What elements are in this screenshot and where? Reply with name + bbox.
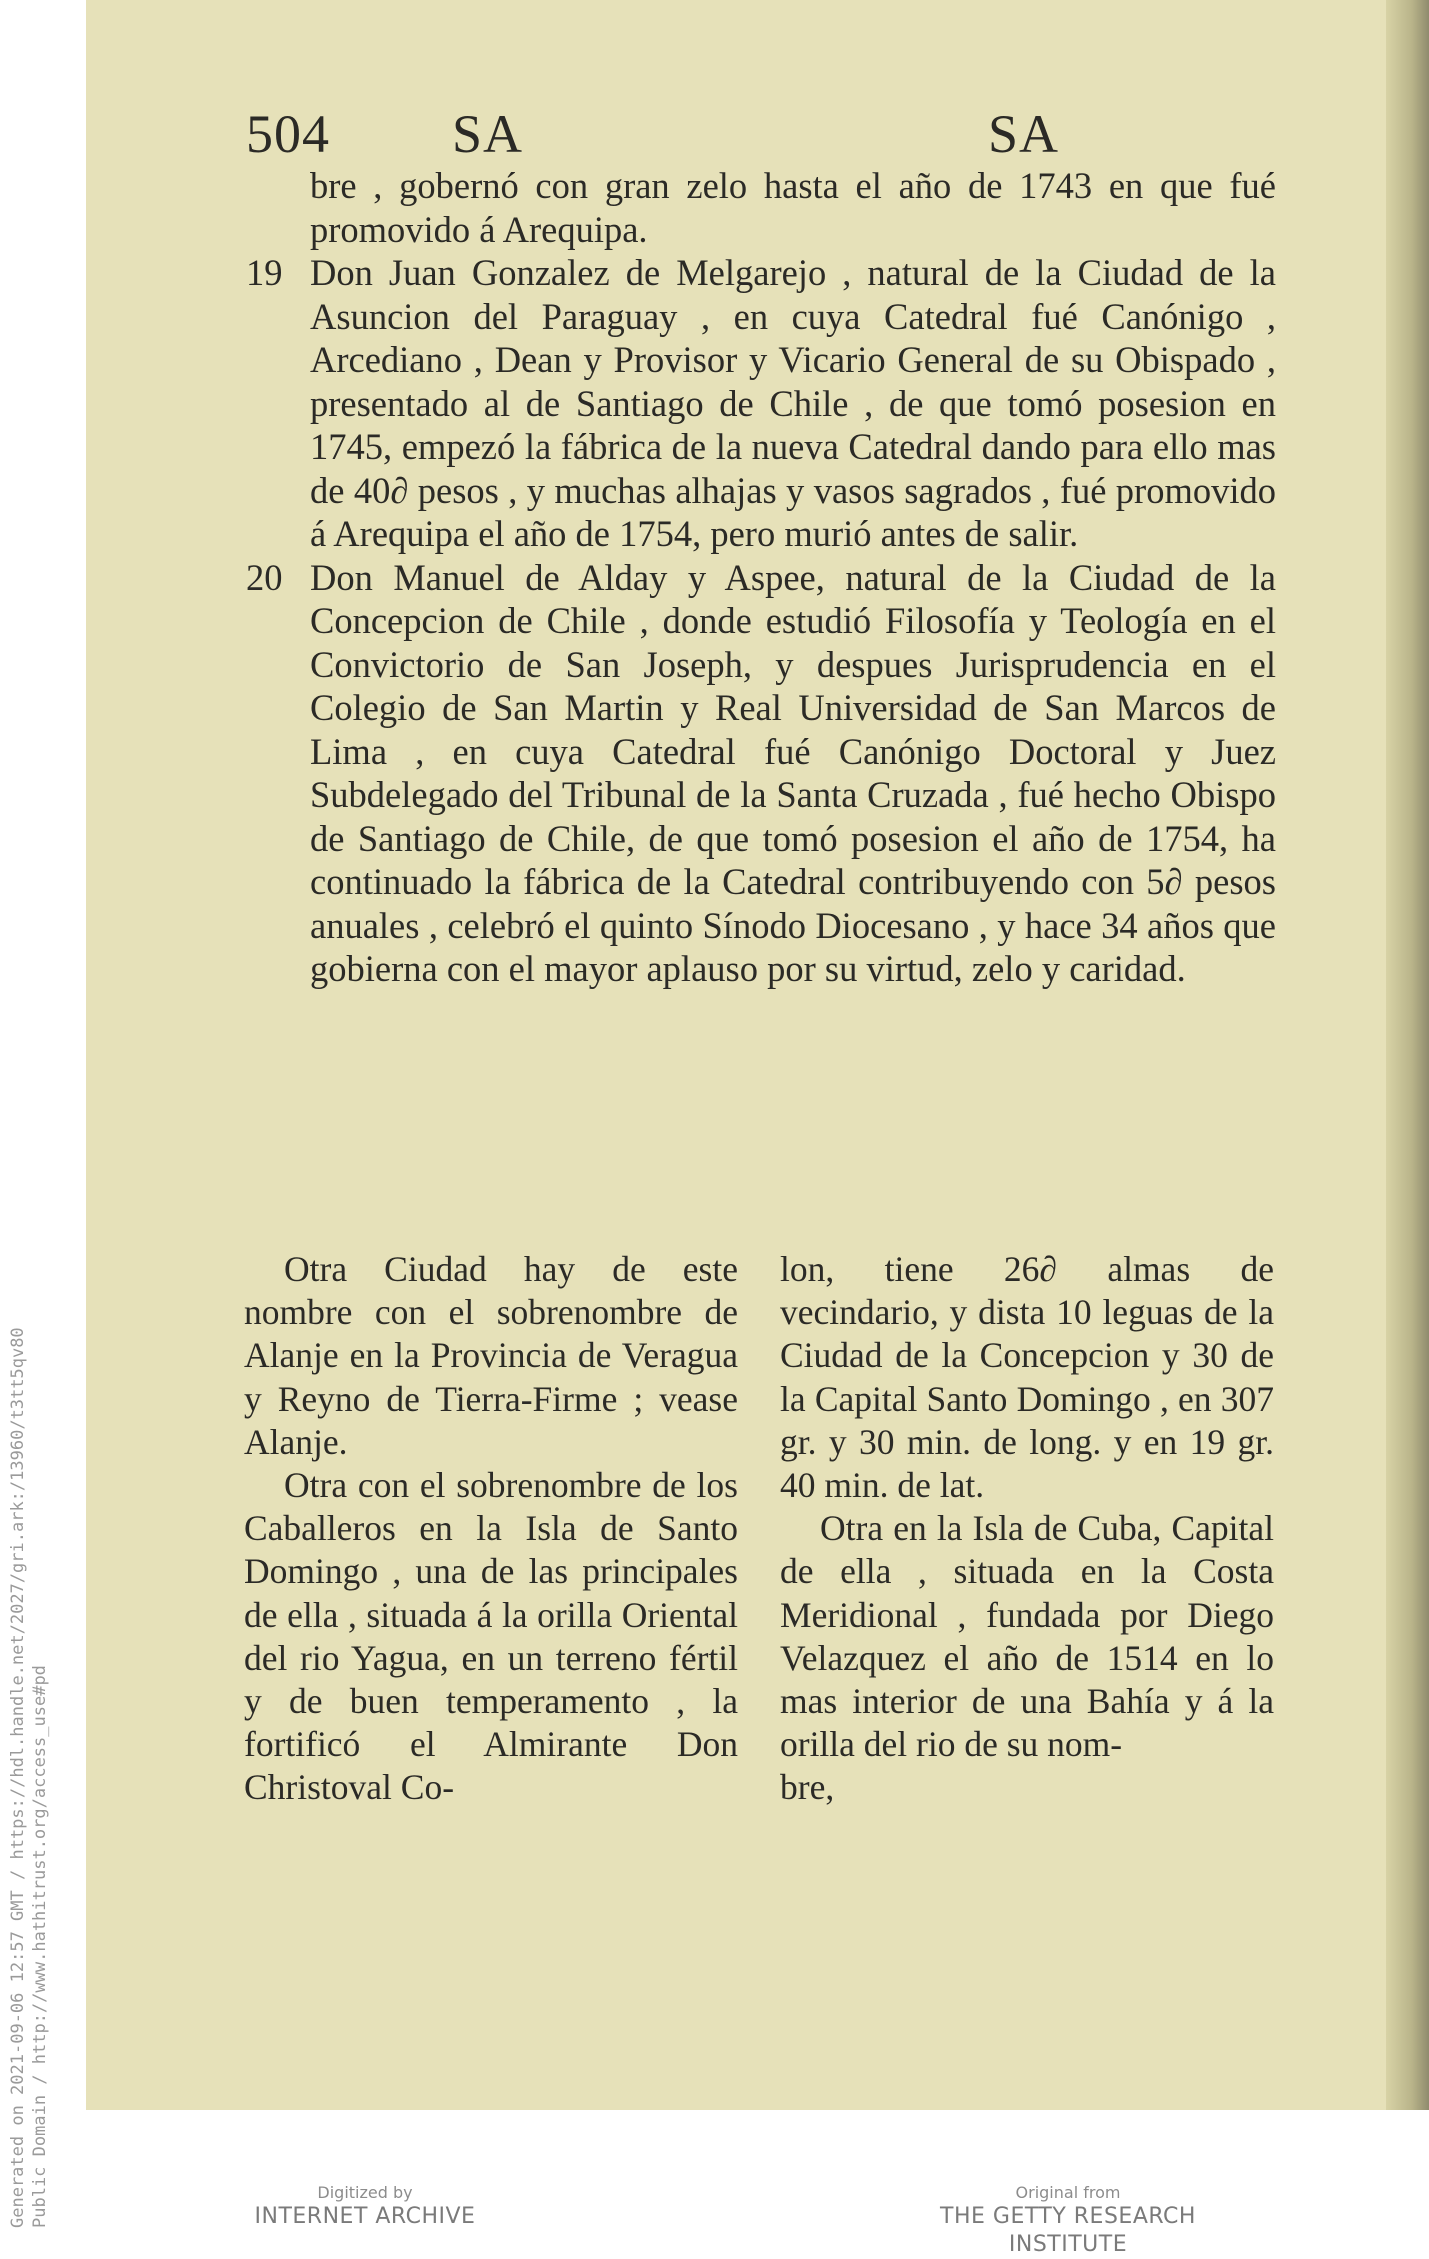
watermark-line-2: Public Domain / http://www.hathitrust.org/access_use#pd [30, 1665, 50, 2228]
entry-list [246, 164, 1276, 991]
entry-number: 19 [246, 252, 283, 293]
entry-continued [246, 164, 1276, 251]
page-number: 504 [246, 104, 330, 164]
running-head-left: SA [452, 104, 524, 164]
footer-original-from [888, 2183, 1248, 2259]
footer-left-source: INTERNET ARCHIVE [254, 2204, 476, 2229]
access-watermark [8, 1100, 48, 2230]
catchword: bre, [780, 1767, 835, 1808]
left-column [244, 1248, 738, 1810]
entry-text: bre , gobernó con gran zelo hasta el año de 1743 en que fué promovido á Arequipa. [310, 165, 1276, 250]
running-head-right: SA [988, 104, 1060, 164]
entry-text: Don Manuel de Alday y Aspee, natural de la Ciudad de la Concepcion de Chile , donde estudió Filosofía y Teología en el Convictorio de San Joseph, y despues Jurisprudencia en el Colegio de San Martin y Real Universidad de San Marcos de Lima , en cuya Catedral fué Canónigo Doctoral y Juez Subdelegado del Tribunal de la Santa Cruzada , fué hecho Obispo de Santiago de Chile, de que tomó posesion el año de 1754, ha continuado la fábrica de la Catedral contribuyendo con 5∂ pesos anuales , celebró el quinto Sínodo Diocesano , y hace 34 años que gobierna con el mayor aplauso por su virtud, zelo y caridad. [310, 556, 1276, 989]
page-edge-shadow [1386, 0, 1429, 2110]
entry-text: Don Juan Gonzalez de Melgarejo , natural de la Ciudad de la Asuncion del Paraguay , en cuya Catedral fué Canónigo , Arcediano , Dean y Provisor y Vicario General de su Obispado , presentado al de Santiago de Chile , de que tomó posesion en 1745, empezó la fábrica de la nueva Catedral dando para ello mas de 40∂ pesos , y muchas alhajas y vasos sagrados , fué promovido á Arequipa el año de 1754, pero murió antes de salir. [310, 252, 1276, 554]
paragraph-continuation: lon, tiene 26∂ almas de vecindario, y dista 10 leguas de la Ciudad de la Concepcion y 30 de la Capital Santo Domingo , en 307 gr. y 30 min. de long. y en 19 gr. 40 min. de lat. [780, 1249, 1274, 1506]
watermark-line-1: Generated on 2021-09-06 12:57 GMT / https://hdl.handle.net/2027/gri.ark:/13960/t3tt5qv80 [8, 1327, 28, 2228]
entry-19 [246, 251, 1276, 556]
footer-digitized-by [185, 2183, 545, 2231]
paragraph-alanje: Otra Ciudad hay de este nombre con el sobrenombre de Alanje en la Provincia de Veragua y Reyno de Tierra-Firme ; vease Alanje. [244, 1249, 738, 1462]
right-column [780, 1248, 1274, 1810]
entry-number: 20 [246, 556, 283, 598]
footer-right-source: THE GETTY RESEARCH INSTITUTE [940, 2204, 1196, 2257]
footer-right-caption: Original from [1015, 2183, 1121, 2202]
entry-20 [246, 556, 1276, 991]
footer-left-caption: Digitized by [317, 2183, 413, 2202]
paragraph-santo-domingo: Otra con el sobrenombre de los Caballeros en la Isla de Santo Domingo , una de las principales de ella , situada á la orilla Oriental del rio Yagua, en un terreno fértil y de buen temperamento , la fortificó el Almirante Don Christoval Co- [244, 1465, 738, 1808]
paragraph-cuba: Otra en la Isla de Cuba, Capital de ella , situada en la Costa Meridional , fundada por Diego Velazquez el año de 1514 en lo mas interior de una Bahía y á la orilla del rio de su nom- [780, 1508, 1274, 1765]
